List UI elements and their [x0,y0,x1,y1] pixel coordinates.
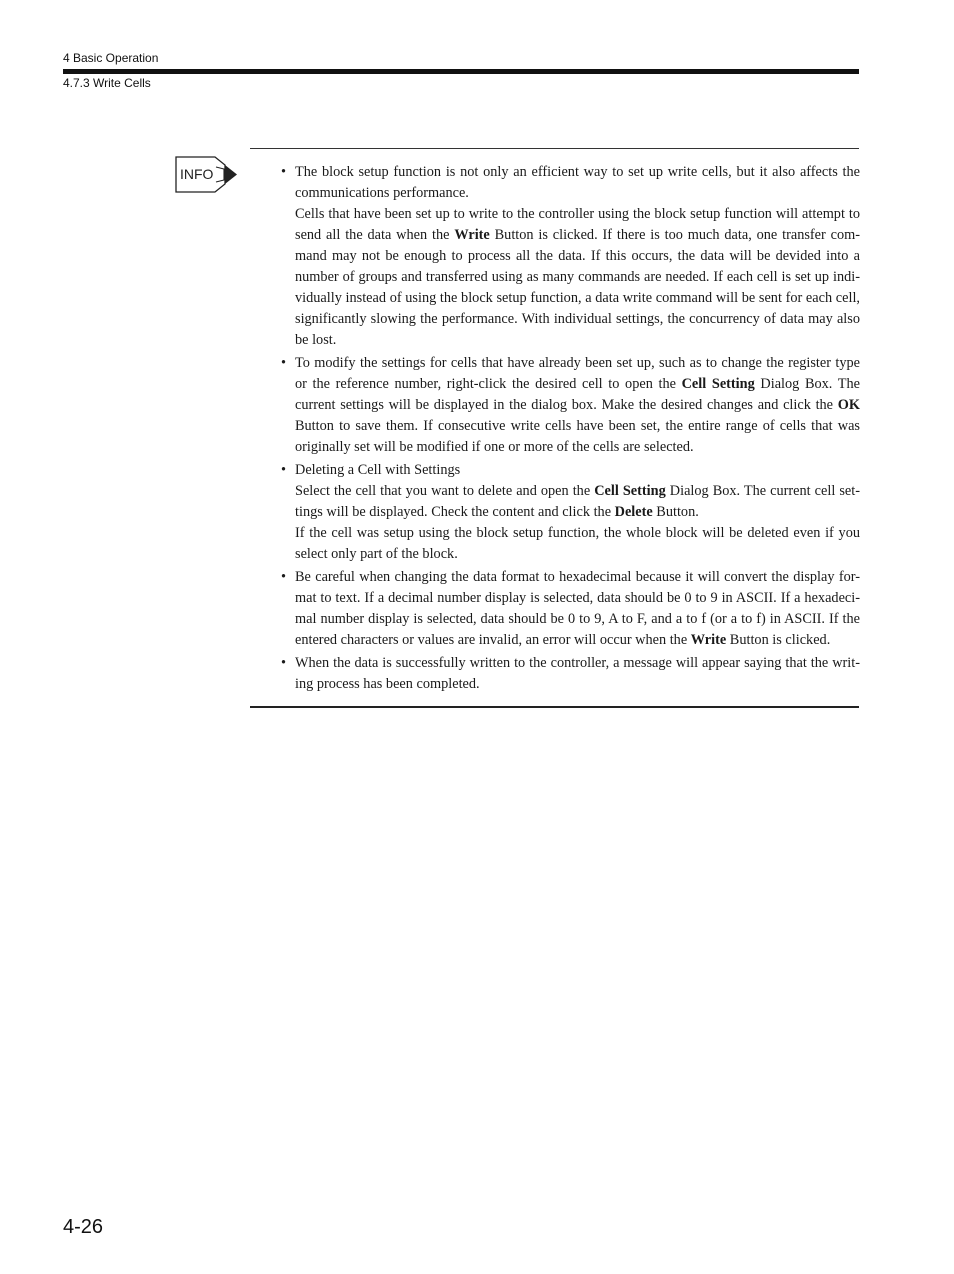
ok-button-ref: OK [837,397,860,413]
note-delete-cell: • Deleting a Cell with Settings Select the cell that you want to delete and open the Cell Setting Dialog Box. The current cell set-tings will be displayed. Check the content and click the Delete Button. If the cell was setup using the block setup function, the whole block will be deleted even if you select only part of the block. [280,460,860,565]
note-block-setup-detail: Cells that have been set up to write to the controller using the block setup function will attempt to send all the data when the Write Button is clicked. If there is too much data, one transfer com-mand may not be enough to process all the data. If this occurs, the data will be devided into a number of groups and transferred using as many commands are needed. If each cell is set up indi-vidually instead of using the block setup function, a data write command will be sent for each cell, significantly slowing the performance. With individual settings, the concurrency of data may also be lost. [295,206,861,348]
header-rule [63,69,859,74]
delete-button-ref: Delete [614,504,653,520]
note-write-complete: • When the data is successfully written to the controller, a message will appear saying that the writ-ing process has been completed. [280,653,860,695]
page-number: 4-26 [63,1216,104,1238]
write-button-ref: Write [690,632,727,648]
cell-setting-ref: Cell Setting [681,376,755,392]
note-delete-cell-title: • Deleting a Cell with Settings [295,462,461,478]
note-modify-settings: • To modify the settings for cells that have already been set up, such as to change the register type or the reference number, right-click the desired cell to open the Cell Setting Dialog Box. The current settings will be displayed in the dialog box. Make the desired changes and click the OK Button to save them. If consecutive write cells have been set, the entire range of cells that was originally set will be modified if one or more of the cells are selected. [280,353,860,458]
info-notes-list [280,162,860,697]
note-block-setup [280,162,860,351]
cell-setting-ref: Cell Setting [594,483,666,499]
note-hex-format: • Be careful when changing the data format to hexadecimal because it will convert the display for-mat to text. If a decimal number display is selected, data should be 0 to 9 in ASCII. If a hexadeci-mal number display is selected, data should be 0 to 9, A to F, and a to f (or a to f) in ASCII. If the entered characters or values are invalid, an error will occur when the Write Button is clicked. [280,567,860,651]
note-delete-cell-block: If the cell was setup using the block setup function, the whole block will be deleted even if you select only part of the block. [295,525,860,562]
section-header: 4.7.3 Write Cells [63,76,151,90]
info-box-top-rule [250,148,859,149]
info-label: INFO [180,166,214,182]
note-block-setup-intro: • The block setup function is not only an efficient way to set up write cells, but it also affects the communications performance. [295,164,860,201]
write-button-ref: Write [454,227,490,243]
chapter-header: 4 Basic Operation [63,51,159,65]
info-box-bottom-rule [250,706,859,708]
